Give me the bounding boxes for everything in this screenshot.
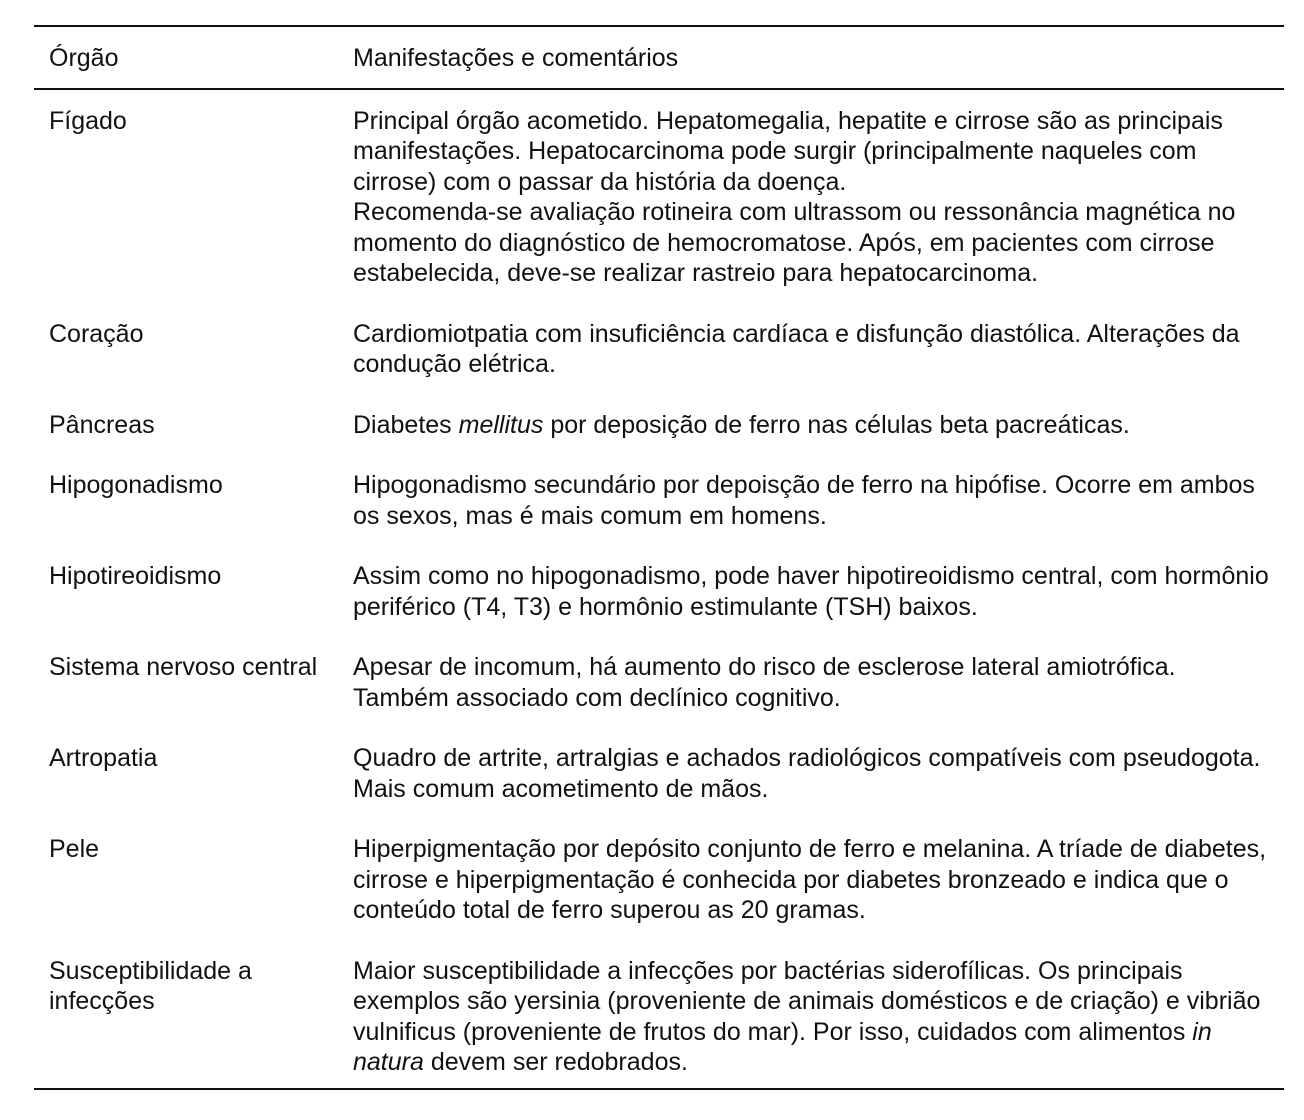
text-segment: por deposição de ferro nas células beta pacreáticas. xyxy=(543,410,1130,439)
text-segment: Maior susceptibilidade a infecções por bactérias siderofílicas. Os principais exemplos são yersinia (proveniente de animais domésticos e de criação) e vibrião vulnificus (proveniente de frutos do mar). Por isso, cuidados com alimentos xyxy=(353,956,1261,1046)
text-segment: Hiperpigmentação por depósito conjunto de ferro e melanina. A tríade de diabetes, cirrose e hiperpigmentação é conhecida por diabetes bronzeado e indica que o conteúdo total de ferro superou as 20 gramas. xyxy=(353,835,1267,924)
organ-cell: Pele xyxy=(49,835,100,863)
text-segment: Assim como no hipogonadismo, pode haver hipotireoidismo central, com hormônio periférico (T4, T3) e hormônio estimulante (TSH) baixos. xyxy=(353,562,1269,621)
manifestation-cell xyxy=(353,956,1284,1089)
organ-cell: Hipotireoidismo xyxy=(49,562,222,590)
table-row xyxy=(34,652,1284,743)
header-row xyxy=(34,26,1284,89)
text-segment: Cardiomiotpatia com insuficiência cardíaca e disfunção diastólica. Alterações da condução elétrica. xyxy=(353,319,1240,378)
manifestation-cell xyxy=(353,652,1284,743)
table-row xyxy=(34,834,1284,956)
manifestation-cell xyxy=(353,410,1284,471)
header-manifestations: Manifestações e comentários xyxy=(353,26,1284,89)
text-segment: Quadro de artrite, artralgias e achados radiológicos compatíveis com pseudogota. Mais comum acometimento de mãos. xyxy=(353,744,1261,803)
table-row xyxy=(34,410,1284,471)
text-segment: Principal órgão acometido. Hepatomegalia, hepatite e cirrose são as principais manifestações. Hepatocarcinoma pode surgir (principalmente naqueles com cirrose) com o passar da história da doença. xyxy=(353,106,1223,196)
organ-manifestations-table-wrap xyxy=(34,25,1284,1090)
manifestation-cell xyxy=(353,319,1284,410)
manifestation-cell xyxy=(353,743,1284,834)
organ-manifestations-table xyxy=(34,25,1284,1090)
text-segment: Recomenda-se avaliação rotineira com ultrassom ou ressonância magnética no momento do diagnóstico de hemocromatose. Após, em pacientes com cirrose estabelecida, deve-se realizar rastreio para hepatocarcinoma. xyxy=(353,198,1236,287)
manifestation-cell xyxy=(353,561,1284,652)
header-organ: Órgão xyxy=(34,26,353,89)
organ-cell: Coração xyxy=(49,319,144,348)
italic-term: mellitus xyxy=(458,410,544,439)
table-row xyxy=(34,561,1284,652)
table-row xyxy=(34,319,1284,410)
organ-cell: Sistema nervoso central xyxy=(49,653,318,681)
manifestation-cell xyxy=(353,470,1284,561)
manifestation-cell xyxy=(353,834,1284,956)
text-segment: Apesar de incomum, há aumento do risco de esclerose lateral amiotrófica. Também associado com declínico cognitivo. xyxy=(353,653,1176,712)
table-body xyxy=(34,89,1284,1089)
organ-cell: Hipogonadismo xyxy=(49,471,223,499)
organ-cell: Artropatia xyxy=(49,744,158,772)
organ-cell: Fígado xyxy=(49,106,127,135)
text-segment: Diabetes xyxy=(353,410,459,439)
table-row xyxy=(34,470,1284,561)
organ-cell: Susceptibilidade a infecções xyxy=(34,956,353,1089)
table-row xyxy=(34,956,1284,1089)
manifestation-cell xyxy=(353,89,1284,319)
italic-term: in natura xyxy=(353,1017,1212,1076)
text-segment: Hipogonadismo secundário por depoisção de ferro na hipófise. Ocorre em ambos os sexos, mas é mais comum em homens. xyxy=(353,471,1255,530)
table-row xyxy=(34,743,1284,834)
organ-cell: Pâncreas xyxy=(49,410,155,439)
text-segment: devem ser redobrados. xyxy=(423,1048,688,1076)
table-row xyxy=(34,89,1284,319)
table-header xyxy=(34,26,1284,89)
